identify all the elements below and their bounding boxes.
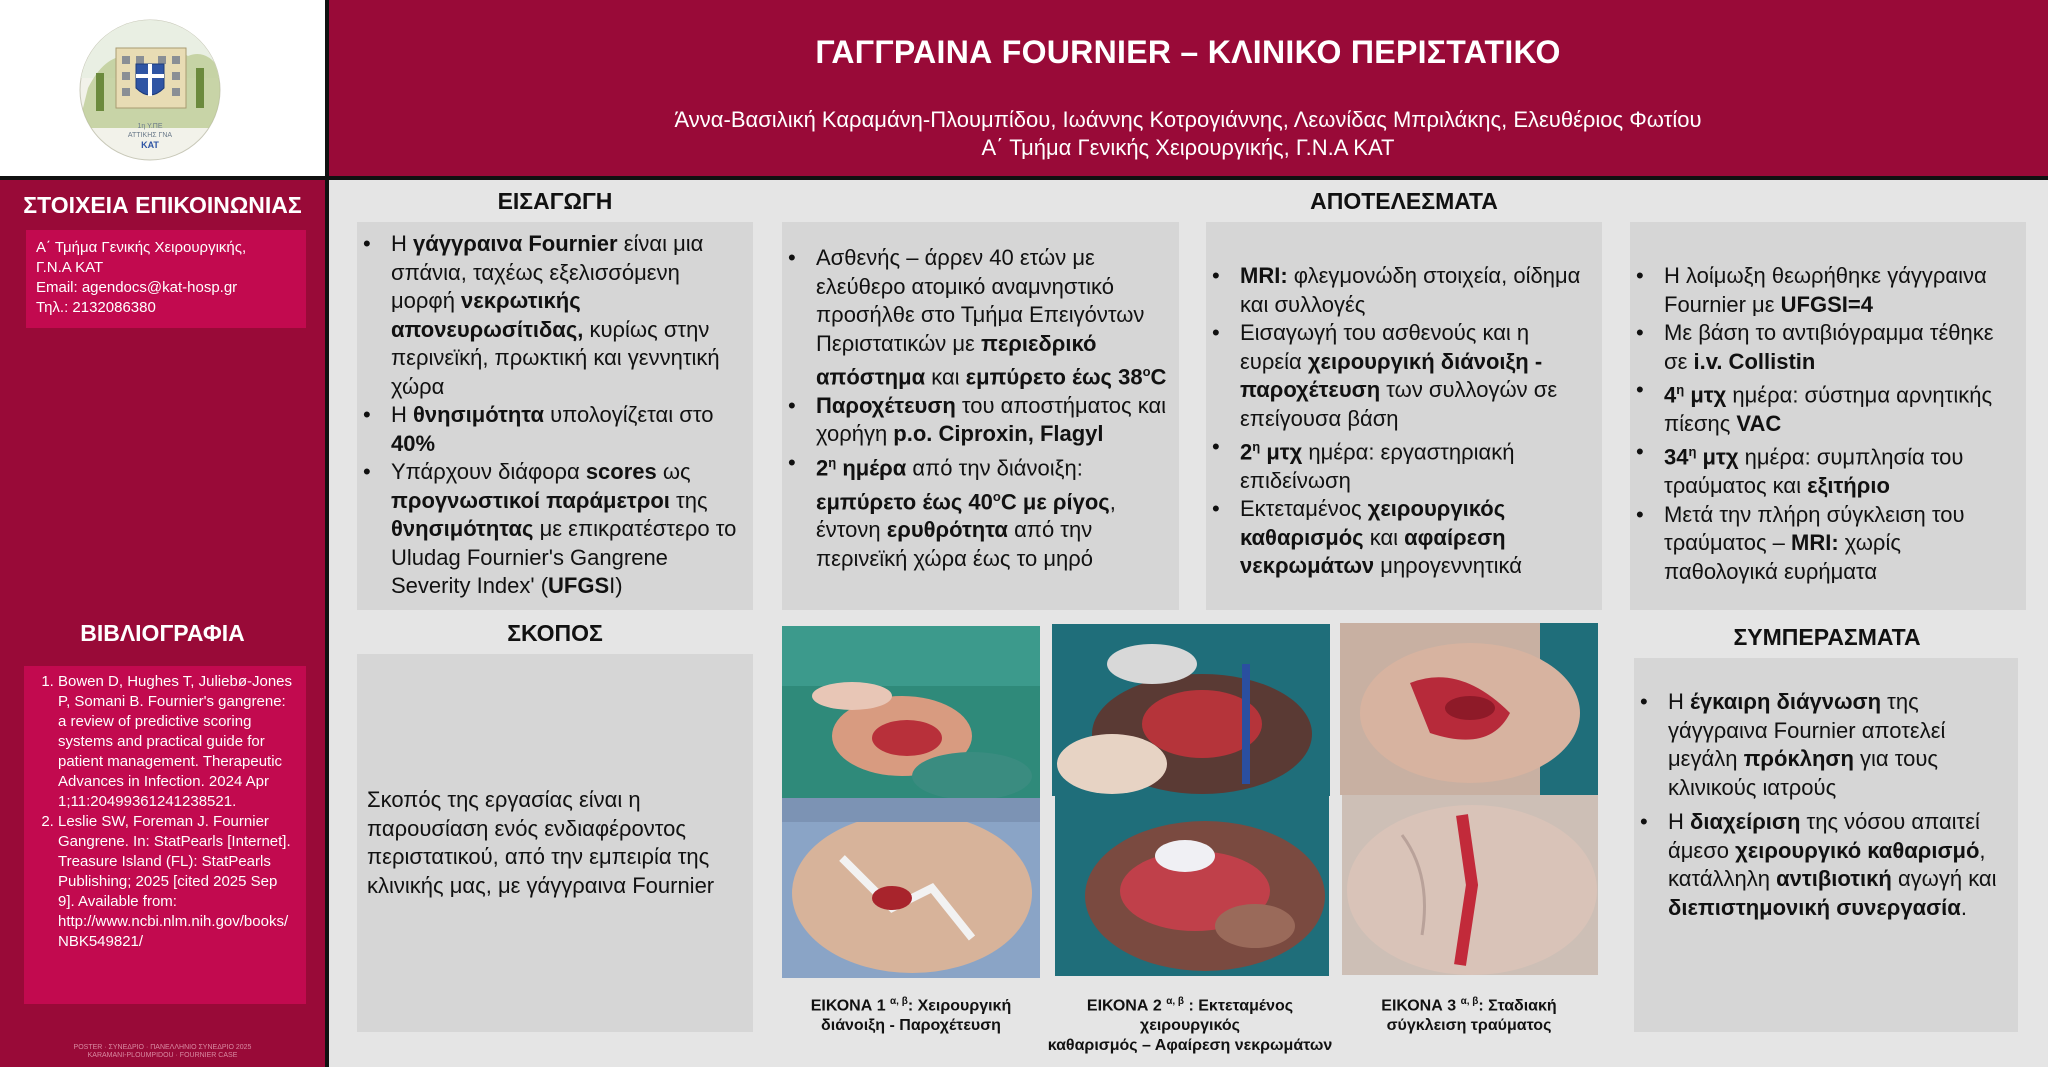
results-bullet: • Εισαγωγή του ασθενούς και η ευρεία χειρουργική διάνοιξη - παροχέτευση των συλλογών σε επείγουσα βάση <box>1206 319 1596 433</box>
figure-1-caption: ΕΙΚΟΝΑ 1 $^{\alpha, \beta}$: Χειρουργική διάνοιξη - Παροχέτευση <box>810 996 1012 1035</box>
results-bullet: • $2^\eta$ μτχ ημέρα: εργαστηριακή επιδείνωση <box>1206 433 1596 495</box>
header-banner <box>328 0 2048 176</box>
figure-2a-photo <box>1052 624 1330 796</box>
contact-box <box>26 230 306 328</box>
contact-line: Α΄ Τμήμα Γενικής Χειρουργικής, <box>36 239 247 256</box>
logo-text-1: 1η Υ.ΠΕ <box>137 123 163 130</box>
figure-1a-photo <box>782 626 1040 798</box>
results-box-1 <box>1206 222 1602 610</box>
logo-text-3: ΚΑΤ <box>141 140 159 150</box>
figure-2b-photo <box>1055 796 1329 976</box>
reference-item: 2. Leslie SW, Foreman J. Fournier Gangrene. In: StatPearls [Internet]. Treasure Island (FL): StatPearls Publishing; 2025 [cited 2025 Sep 9]. Available from: http://www.ncbi.nlm.nih.gov/books/NBK549821/ <box>58 812 298 952</box>
case-box <box>782 222 1179 610</box>
sidebar-footer <box>40 1044 285 1060</box>
reference-item: 1. Bowen D, Hughes T, Juliebø-Jones P, Somani B. Fournier's gangrene: a review of predictive scoring systems and practical guide for patient management. Therapeutic Advances in Infection. 2024 Apr 1;11:20499361241238521. <box>58 672 298 812</box>
figure-2-caption: ΕΙΚΟΝΑ 2 $^{\alpha, \beta}$ : Εκτεταμένος χειρουργικός καθαρισμός – Αφαίρεση νεκρωμάτων <box>1047 996 1333 1055</box>
logo-text-2: ΑΤΤΙΚΗΣ ΓΝΑ <box>127 132 173 139</box>
results-bullet: • $4^\eta$ μτχ ημέρα: σύστημα αρνητικής πίεσης VAC <box>1630 376 2020 438</box>
aim-heading: ΣΚΟΠΟΣ <box>507 620 603 646</box>
case-bullet: • Ασθενής – άρρεν 40 ετών με ελεύθερο ατομικό αναμνηστικό προσήλθε στο Τμήμα Επειγόντων Περιστατικών με περιεδρικό απόστημα και εμπύρετο έως $38^oC$ <box>782 244 1173 392</box>
footer-line: KARAMANI-PLOUMPIDOU · FOURNIER CASE <box>87 1052 238 1059</box>
footer-line: POSTER · ΣΥΝΕΔΡΙΟ · ΠΑΝΕΛΛΗΝΙΟ ΣΥΝΕΔΡΙΟ 2025 <box>73 1044 252 1051</box>
bibliography-heading: ΒΙΒΛΙΟΓΡΑΦΙΑ <box>80 620 245 646</box>
figure-1b-photo <box>782 798 1040 978</box>
logo-area <box>0 0 325 176</box>
conclusions-bullet: • Η διαχείριση της νόσου απαιτεί άμεσο χειρουργικό καθαρισμό, κατάλληλη αντιβιοτική αγωγή και διεπιστημονική συνεργασία. <box>1634 808 2010 922</box>
case-bullet: • Παροχέτευση του αποστήματος και χορήγη p.o. Ciproxin, Flagyl <box>782 392 1173 449</box>
results-heading: ΑΠΟΤΕΛΕΣΜΑΤΑ <box>1310 188 1498 214</box>
aim-box <box>357 654 753 1032</box>
intro-box <box>357 222 753 610</box>
hospital-logo <box>78 18 222 162</box>
bibliography-box <box>24 666 306 1004</box>
case-bullet: • $2^\eta$ ημέρα από την διάνοιξη: εμπύρετο έως $40^oC$ με ρίγος, έντονη ερυθρότητα από την περινεϊκή χώρα έως το μηρό <box>782 449 1173 574</box>
contact-line: Γ.Ν.Α ΚΑΤ <box>36 259 104 276</box>
figure-3-caption: ΕΙΚΟΝΑ 3 $^{\alpha, \beta}$: Σταδιακή σύγκλειση τραύματος <box>1381 996 1557 1035</box>
figure-3b-photo <box>1342 795 1598 975</box>
contact-phone: Τηλ.: 2132086380 <box>36 299 156 316</box>
intro-heading: ΕΙΣΑΓΩΓΗ <box>497 188 613 214</box>
results-bullet: • Η λοίμωξη θεωρήθηκε γάγγραινα Fournier με UFGSI=4 <box>1630 262 2020 319</box>
results-bullet: • Μετά την πλήρη σύγκλειση του τραύματος – MRI: χωρίς παθολογικά ευρήματα <box>1630 501 2020 587</box>
department: Α΄ Τμήμα Γενικής Χειρουργικής, Γ.Ν.Α ΚΑΤ <box>981 135 1395 160</box>
conclusions-box <box>1634 658 2018 1032</box>
poster-title: ΓΑΓΓΡΑΙΝΑ FOURNIER – ΚΛΙΝΙΚΟ ΠΕΡΙΣΤΑΤΙΚΟ <box>815 34 1561 70</box>
intro-bullet: • Υπάρχουν διάφορα scores ως προγνωστικοί παράμετροι της θνησιμότητας με επικρατέστερο το Uludag Fournier's Gangrene Severity Index' (UFGSI) <box>357 458 743 601</box>
intro-bullet: • Η γάγγραινα Fournier είναι μια σπάνια, ταχέως εξελισσόμενη μορφή νεκρωτικής απονευρωσίτιδας, κυρίως στην περινεϊκή, πρωκτική και γεννητική χώρα <box>357 230 743 401</box>
figure-3a-photo <box>1340 623 1598 795</box>
results-bullet: • $34^\eta$ μτχ ημέρα: συμπλησία του τραύματος και εξιτήριο <box>1630 438 2020 500</box>
conclusions-bullet: • Η έγκαιρη διάγνωση της γάγγραινα Fournier αποτελεί μεγάλη πρόκληση για τους κλινικούς ιατρούς <box>1634 688 2010 802</box>
contact-heading: ΣΤΟΙΧΕΙΑ ΕΠΙΚΟΙΝΩΝΙΑΣ <box>23 192 302 218</box>
authors: Άννα-Βασιλική Καραμάνη-Πλουμπίδου, Ιωάννης Κοτρογιάννης, Λεωνίδας Μπριλάκης, Ελευθέριος Φωτίου <box>674 107 1702 132</box>
results-bullet: • MRI: φλεγμονώδη στοιχεία, οίδημα και συλλογές <box>1206 262 1596 319</box>
results-box-2 <box>1630 222 2026 610</box>
results-bullet: • Με βάση το αντιβιόγραμμα τέθηκε σε i.v. Collistin <box>1630 319 2020 376</box>
results-bullet: • Εκτεταμένος χειρουργικός καθαρισμός και αφαίρεση νεκρωμάτων μηρογεννητικά <box>1206 495 1596 581</box>
conclusions-heading: ΣΥΜΠΕΡΑΣΜΑΤΑ <box>1733 624 1921 650</box>
intro-bullet: • Η θνησιμότητα υπολογίζεται στο 40% <box>357 401 743 458</box>
aim-text: Σκοπός της εργασίας είναι η παρουσίαση ενός ενδιαφέροντος περιστατικού, από την εμπειρία της κλινικής μας, με γάγγραινα Fournier <box>367 787 715 898</box>
contact-email: Email: agendocs@kat-hosp.gr <box>36 279 238 296</box>
